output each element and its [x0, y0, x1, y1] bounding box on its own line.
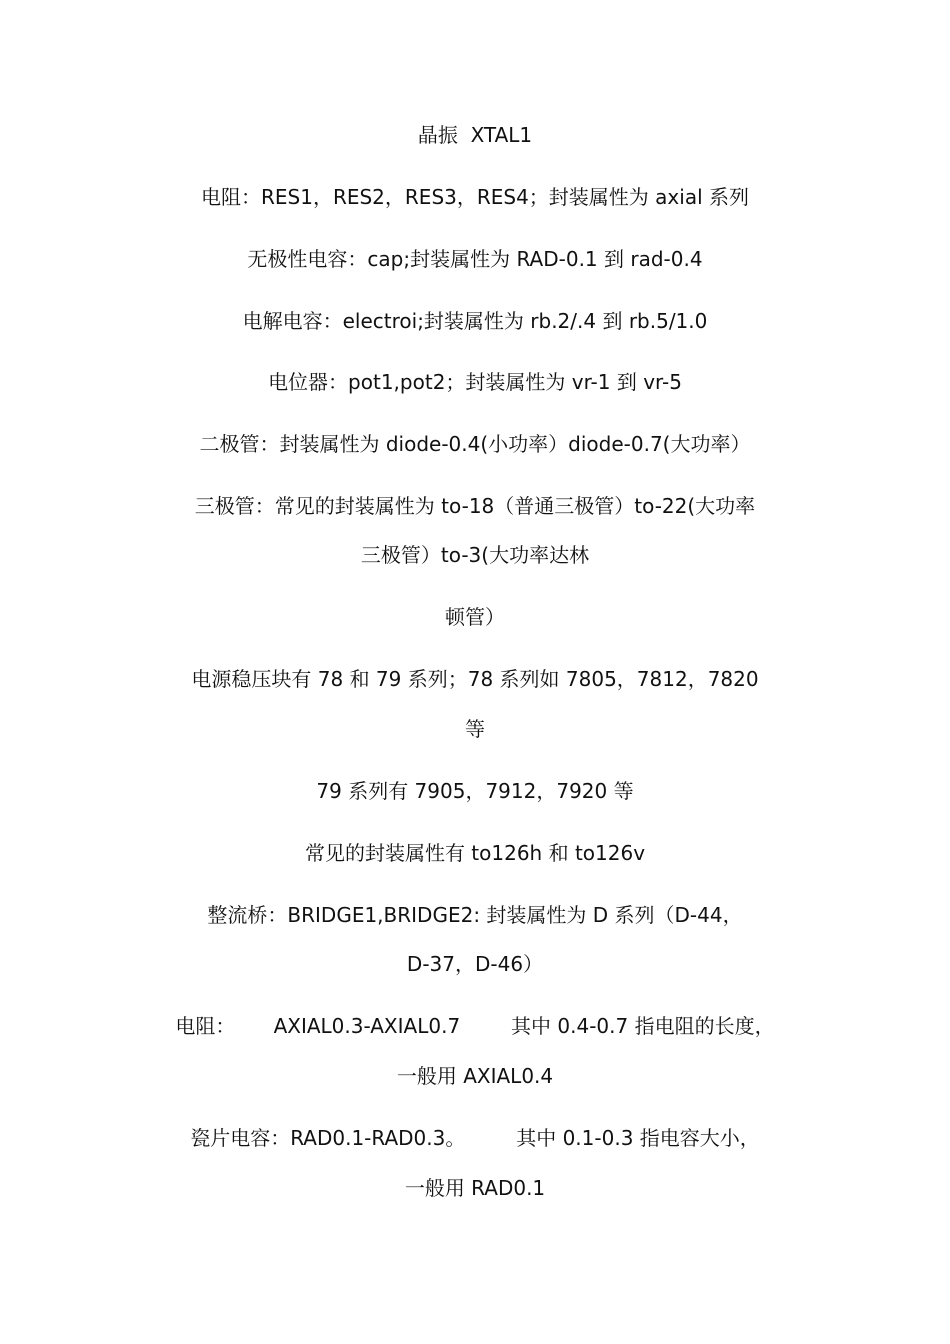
line-resistor-axial: 电阻： AXIAL0.3-AXIAL0.7 其中 0.4-0.7 指电阻的长度，	[175, 1014, 775, 1038]
line-transistor: 三极管：常见的封装属性为 to-18（普通三极管）to-22(大功率	[194, 494, 756, 518]
line-transistor-end: 顿管）	[445, 605, 505, 629]
line-potentiometer: 电位器：pot1,pot2；封装属性为 vr-1 到 vr-5	[268, 370, 682, 394]
line-bridge: 整流桥：BRIDGE1,BRIDGE2: 封装属性为 D 系列（D-44，	[207, 903, 743, 927]
line-resistor-axial-cont: 一般用 AXIAL0.4	[396, 1064, 554, 1088]
line-ceramic-capacitor: 瓷片电容：RAD0.1-RAD0.3。 其中 0.1-0.3 指电容大小，	[190, 1126, 760, 1150]
line-common-package: 常见的封装属性有 to126h 和 to126v	[304, 841, 646, 865]
line-resistor: 电阻：RES1，RES2，RES3，RES4；封装属性为 axial 系列	[201, 185, 749, 209]
line-79-series: 79 系列有 7905，7912，7920 等	[316, 779, 634, 803]
line-diode: 二极管：封装属性为 diode-0.4(小功率）diode-0.7(大功率）	[199, 432, 751, 456]
line-nonpolar-capacitor: 无极性电容：cap;封装属性为 RAD-0.1 到 rad-0.4	[247, 247, 703, 271]
line-regulator-cont: 等	[465, 717, 485, 741]
line-ceramic-capacitor-cont: 一般用 RAD0.1	[404, 1176, 546, 1200]
line-bridge-cont: D-37，D-46）	[406, 952, 544, 976]
line-crystal: 晶振 XTAL1	[417, 123, 533, 147]
line-regulator: 电源稳压块有 78 和 79 系列；78 系列如 7805，7812，7820	[191, 667, 759, 691]
line-transistor-cont: 三极管）to-3(大功率达林	[360, 543, 590, 567]
line-electrolytic-capacitor: 电解电容：electroi;封装属性为 rb.2/.4 到 rb.5/1.0	[242, 309, 708, 333]
